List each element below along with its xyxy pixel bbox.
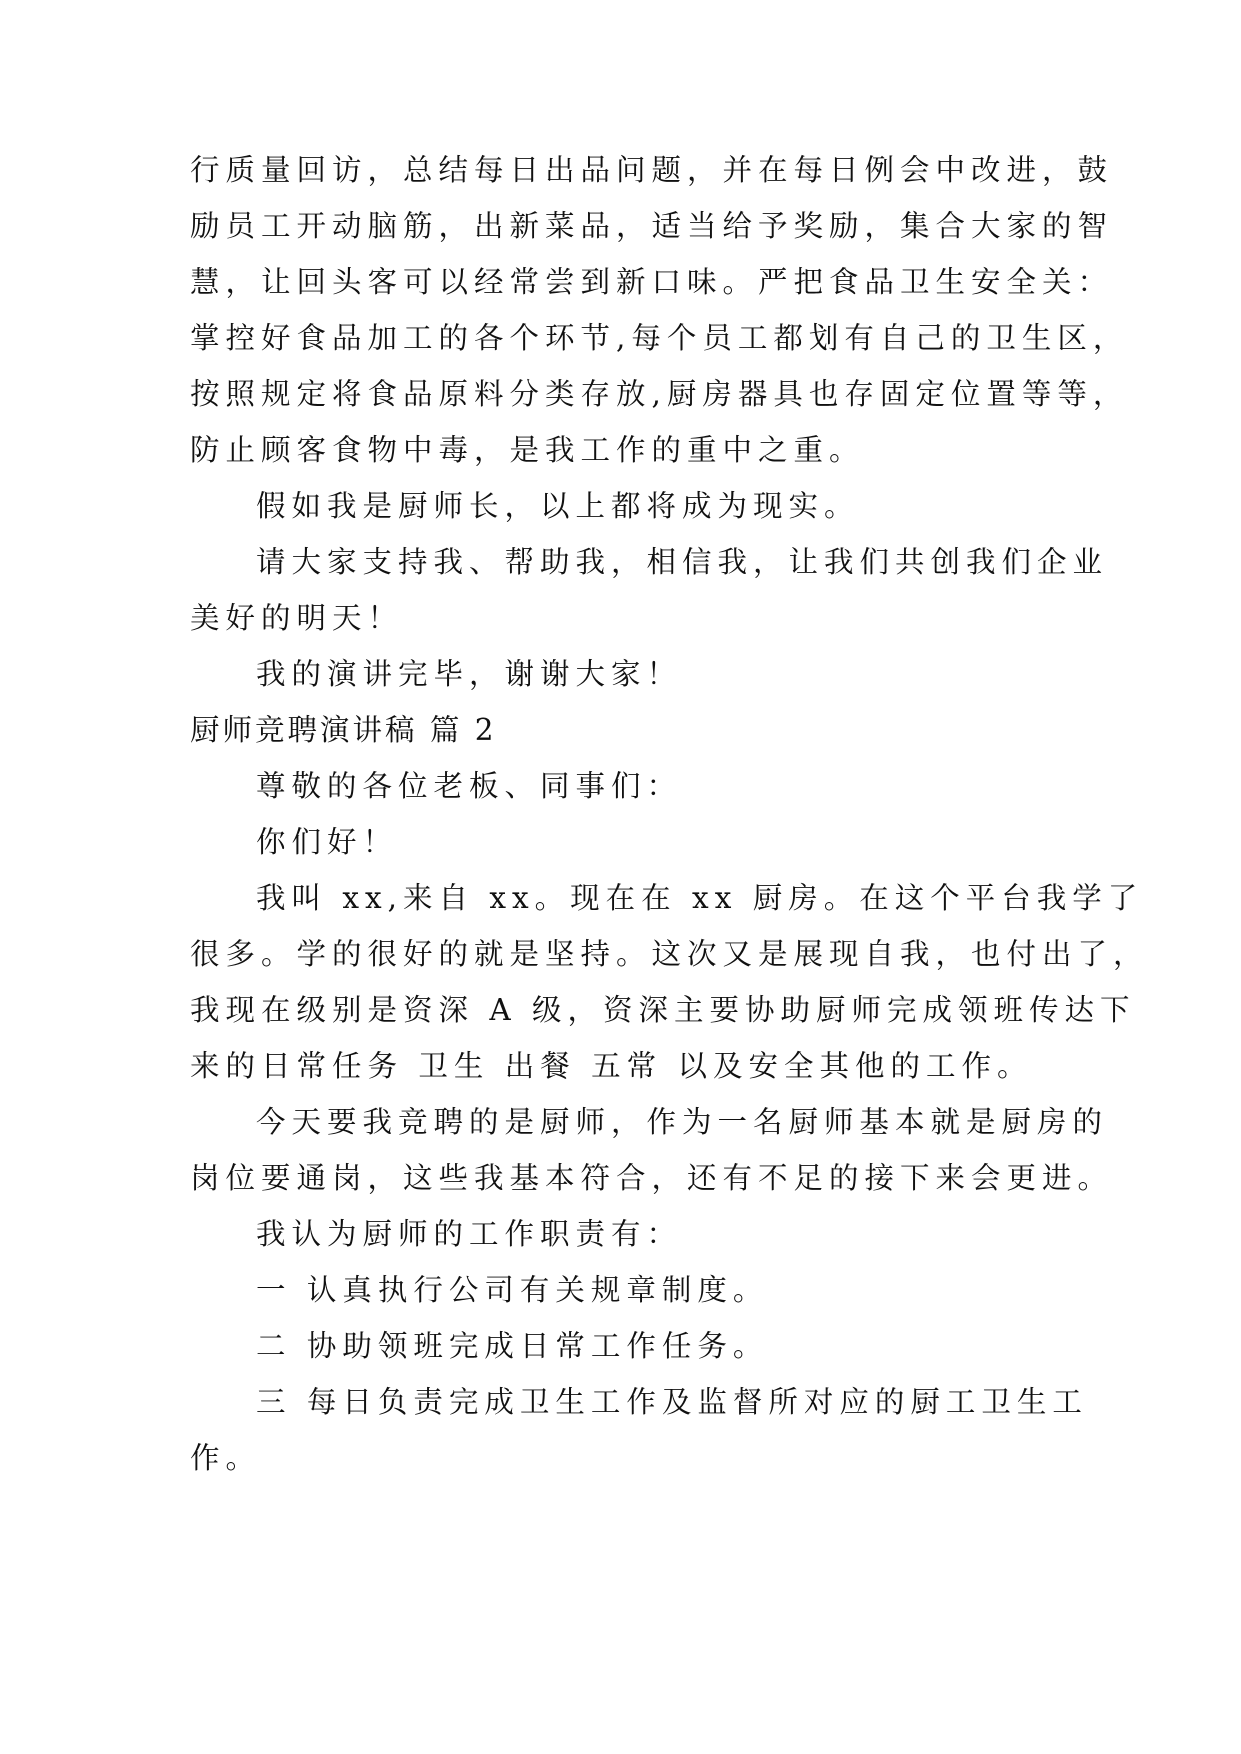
paragraph-line: 我认为厨师的工作职责有： xyxy=(256,1217,683,1251)
body-text-line: 按照规定将食品原料分类存放,厨房器具也存固定位置等等， xyxy=(190,377,1129,411)
paragraph-line: 请大家支持我、帮助我，相信我，让我们共创我们企业 xyxy=(256,545,1109,579)
paragraph-line: 我叫 xx,来自 xx。现在在 xx 厨房。在这个平台我学了 xyxy=(256,881,1144,915)
paragraph-line: 今天要我竞聘的是厨师，作为一名厨师基本就是厨房的 xyxy=(256,1105,1109,1139)
body-text-line: 行质量回访，总结每日出品问题，并在每日例会中改进，鼓 xyxy=(190,153,1114,187)
list-item: 三 每日负责完成卫生工作及监督所对应的厨工卫生工 xyxy=(256,1385,1088,1419)
list-item: 二 协助领班完成日常工作任务。 xyxy=(256,1329,769,1363)
body-text-line: 来的日常任务 卫生 出餐 五常 以及安全其他的工作。 xyxy=(190,1049,1033,1083)
body-text-line: 美好的明天！ xyxy=(190,601,404,635)
body-text-line: 很多。学的很好的就是坚持。这次又是展现自我，也付出了， xyxy=(190,937,1149,971)
greeting-line: 你们好！ xyxy=(256,825,399,859)
body-text-line: 掌控好食品加工的各个环节,每个员工都划有自己的卫生区， xyxy=(190,321,1129,355)
paragraph-line: 假如我是厨师长，以上都将成为现实。 xyxy=(256,489,860,523)
body-text-line: 防止顾客食物中毒，是我工作的重中之重。 xyxy=(190,433,865,467)
salutation-line: 尊敬的各位老板、同事们： xyxy=(256,769,683,803)
body-text-line: 我现在级别是资深 A 级，资深主要协助厨师完成领班传达下 xyxy=(190,993,1136,1027)
closing-line: 我的演讲完毕，谢谢大家！ xyxy=(256,657,683,691)
section-heading: 厨师竞聘演讲稿 篇 2 xyxy=(190,713,497,747)
body-text-line: 励员工开动脑筋，出新菜品，适当给予奖励，集合大家的智 xyxy=(190,209,1114,243)
body-text-line: 慧，让回头客可以经常尝到新口味。严把食品卫生安全关： xyxy=(190,265,1114,299)
body-text-line: 作。 xyxy=(190,1441,262,1475)
body-text-line: 岗位要通岗，这些我基本符合，还有不足的接下来会更进。 xyxy=(190,1161,1114,1195)
list-item: 一 认真执行公司有关规章制度。 xyxy=(256,1273,769,1307)
